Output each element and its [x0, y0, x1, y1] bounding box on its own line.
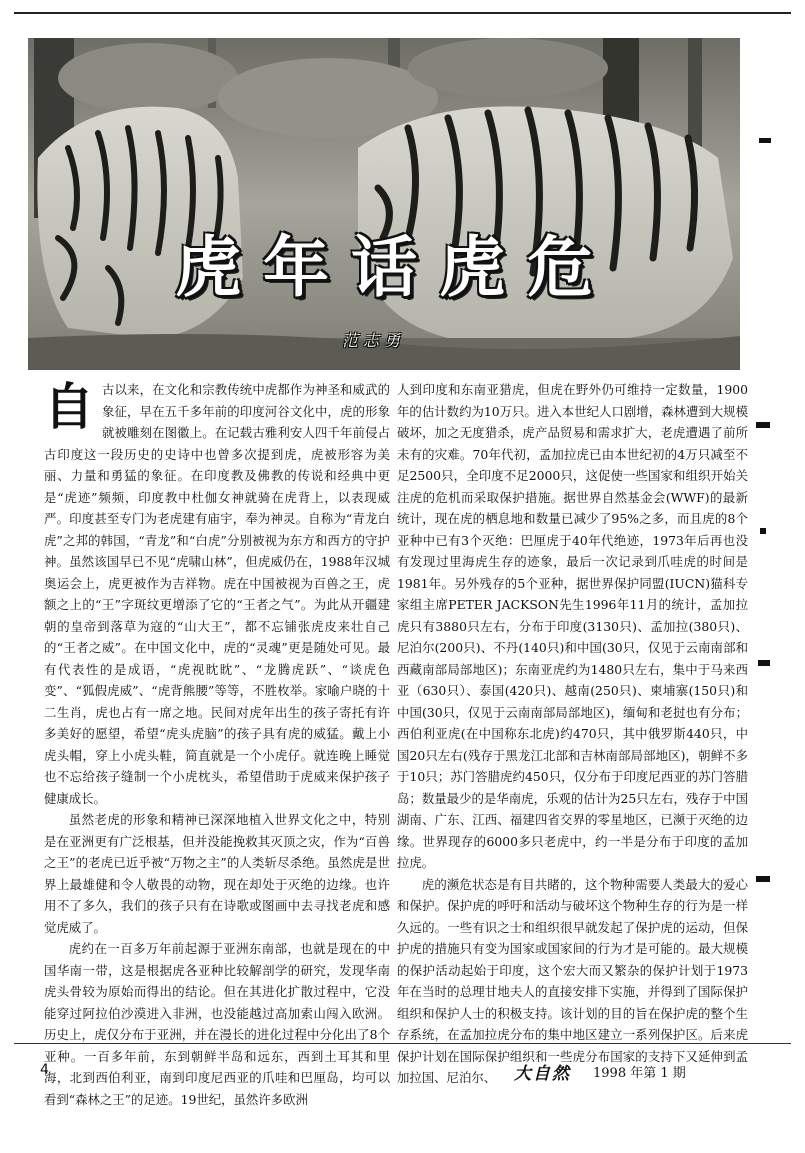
paragraph [44, 379, 390, 809]
paragraph: 人到印度和东南亚猎虎，但虎在野外仍可维持一定数量，1900年的估计数约为10万只。进入本世纪人口剧增，森林遭到大规模破坏，加之无度猎杀，虎产品贸易和需求扩大，老虎遭遇了前所未有的灾难。70年代初，孟加拉虎已由本世纪初的4万只减至不足2500只，全印度不足2000只，这促使一些国家和组织开始关注虎的危机而采取保护措施。据世界自然基金会(WWF)的最新统计，现在虎的栖息地和数量已减少了95%之多，而且虎的8个亚种中已有3个灭绝：巴厘虎于40年代绝迹，1973年后再也没有发现过里海虎生存的迹象，最后一次记录到爪哇虎的时间是1981年。另外残存的5个亚种，据世界保护同盟(IUCN)猫科专家组主席PETER JACKSON先生1996年11月的统计，孟加拉虎只有3880只左右，分布于印度(3130只)、孟加拉(380只)、尼泊尔(200只)、不丹(140只)和中国(30只，仅见于云南南部和西藏南部局部地区)；东南亚虎约为1480只左右，集中于马来西亚（630只）、泰国(420只)、越南(250只)、柬埔寨(150只)和中国(30只，仅见于云南南部局部地区)，缅甸和老挝也有分布；西伯利亚虎(在中国称东北虎)约470只，其中俄罗斯440只，中国20只左右(残存于黑龙江北部和吉林南部局部地区)，朝鲜不多于10只；苏门答腊虎约450只，仅分布于印度尼西亚的苏门答腊岛；数量最少的是华南虎，乐观的估计为25只左右，残存于中国湖南、广东、江西、福建四省交界的零星地区，已濒于灭绝的边缘。世界现存的6000多只老虎中，约一半是分布于印度的孟加拉虎。 [397, 382, 748, 870]
margin-mark [759, 138, 771, 143]
top-rule [14, 12, 791, 14]
article-title: 虎年话虎危 [175, 229, 615, 306]
left-column [44, 377, 390, 1107]
margin-mark [756, 422, 770, 428]
magazine-name: 大自然 [514, 1064, 571, 1084]
footer-rule [14, 1043, 791, 1044]
margin-mark [758, 660, 770, 666]
margin-mark [760, 528, 766, 534]
paragraph-text: 古以来，在文化和宗教传统中虎都作为神圣和威武的象征，早在五千多年前的印度河谷文化中，虎的形象就被雕刻在图徽上。在记载古雅利安人四千年前侵占古印度这一段历史的史诗中也曾多次提到虎，虎被形容为美丽、力量和勇猛的象征。在印度教及佛教的传说和经典中更是“虎迹”频频，印度教中杜伽女神就骑在虎背上，以表现威严。印度甚至专门为老虎建有庙宇，奉为神灵。自称为“青龙白虎”之邦的韩国，“青龙”和“白虎”分别被视为东方和西方的守护神。虽然该国早已不见“虎啸山林”，但虎威仍在，1988年汉城奥运会上，虎更被作为吉祥物。虎在中国被视为百兽之王，虎额之上的“王”字斑纹更增添了它的“王者之气”。为此从开疆建朝的皇帝到落草为寇的“山大王”，都不忘铺张虎皮来壮自己的“王者之威”。在中国文化中，虎的“灵魂”更是随处可见。最有代表性的是成语，“虎视眈眈”、“龙腾虎跃”、“谈虎色变”、“狐假虎威”、“虎背熊腰”等等，不胜枚举。家喻户晓的十二生肖，虎也占有一席之地。民间对虎年出生的孩子寄托有许多美好的愿望，希望“虎头虎脑”的孩子具有虎的威猛。戴上小虎头帽，穿上小虎头鞋，简直就是一个小虎仔。就连晚上睡觉也不忘给孩子缝制一个小虎枕头，希望借助于虎威来保护孩子健康成长。 [44, 382, 390, 806]
margin-mark [756, 876, 770, 882]
author-byline: 范志勇 [342, 331, 406, 350]
paragraph: 虎约在一百多万年前起源于亚洲东南部，也就是现在的中国华南一带，这是根据虎各亚种比较解剖学的研究，发现华南虎头骨较为原始而得出的结论。但在其进化扩散过程中，它没能穿过阿拉伯沙漠进入非洲，也没能越过高加索山闯入欧洲。历史上，虎仅分布于亚洲，并在漫长的进化过程中分化出了8个亚种。一百多年前，东到朝鲜半岛和远东，西到土耳其和里海，北到西伯利亚，南到印度尼西亚的爪哇和巴厘岛，均可以看到“森林之王”的足迹。19世纪，虽然许多欧洲 [44, 941, 390, 1107]
hero-photo [28, 38, 740, 370]
issue-label: 1998 年第 1 期 [593, 1066, 686, 1081]
paragraph: 虽然老虎的形象和精神已深深地植入世界文化之中，特别是在亚洲更有广泛根基，但并没能挽救其灭顶之灾，作为“百兽之王”的老虎已近乎被“万物之主”的人类斩尽杀绝。虽然虎是世界上最雄健和令人敬畏的动物，现在却处于灭绝的边缘。也许用不了多久，我们的孩子只有在诗歌或图画中去寻找老虎和感觉虎威了。 [44, 812, 390, 935]
tiger-photo-illustration [28, 38, 740, 370]
page-number: 4 [40, 1062, 49, 1078]
paragraph: 虎的濒危状态是有目共睹的，这个物种需要人类最大的爱心和保护。保护虎的呼吁和活动与破坏这个物种生存的行为是一样久远的。一些有识之士和组织很早就发起了保护虎的运动，但保护虎的措施只有变为国家或国家间的行为才是可能的。最大规模的保护活动起始于印度，这个宏大而又繁杂的保护计划于1973年在当时的总理甘地夫人的直接安排下实施，并得到了国际保护组织和保护人士的积极支持。该计划的目的旨在保护虎的整个生存系统，在孟加拉虎分布的集中地区建立一系列保护区。后来虎保护计划在国际保护组织和一些虎分布国家的支持下又延伸到孟加拉国、尼泊尔、 [397, 876, 748, 1085]
drop-cap: 自 [44, 377, 94, 436]
